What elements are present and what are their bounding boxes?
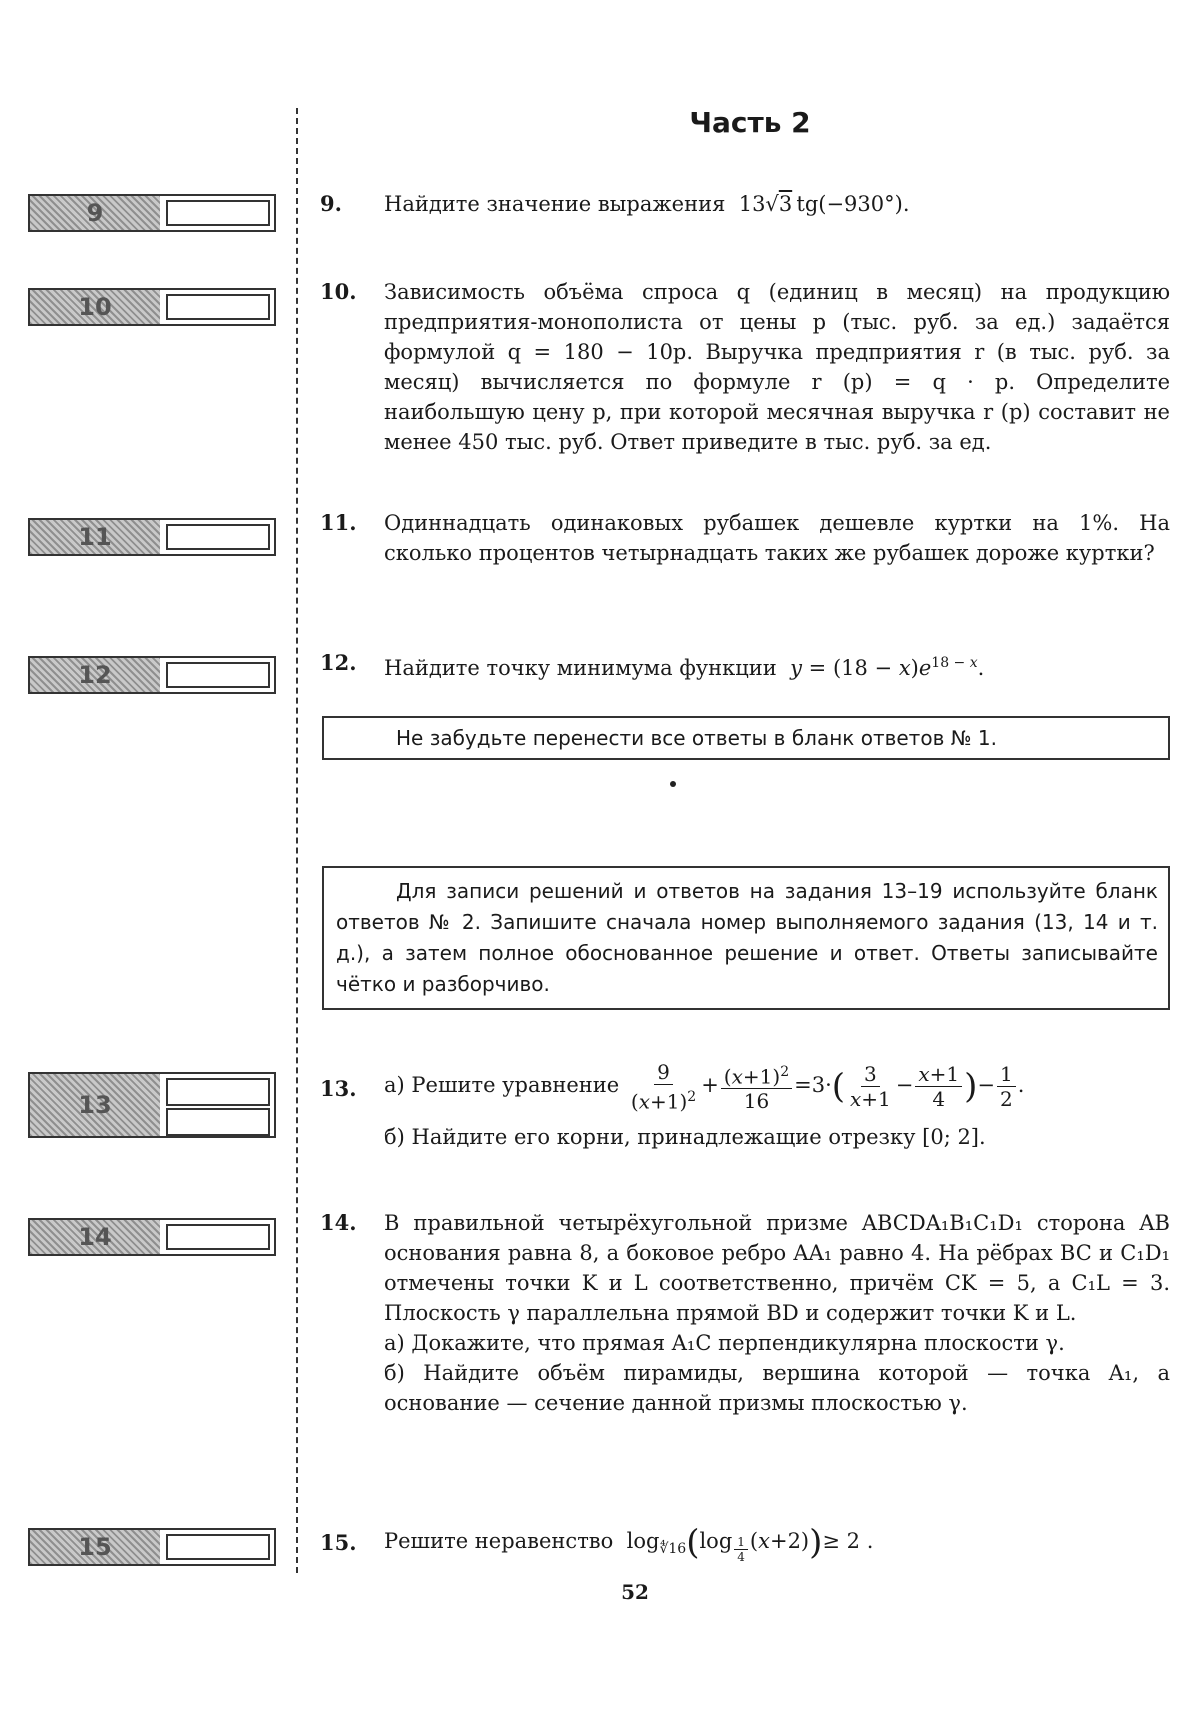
task-12-function: $y = (18 - x)e^{18 - x}$.: [790, 655, 985, 680]
answer-field[interactable]: [166, 662, 270, 688]
task-13-a-text: а) Решите уравнение: [384, 1073, 620, 1097]
task-13: [320, 1050, 1170, 1152]
answer-box-14: [28, 1218, 276, 1256]
answer-field-b[interactable]: [166, 1108, 270, 1136]
answer-box-label: 15: [30, 1530, 160, 1564]
page-title: Часть 2: [689, 106, 811, 139]
answer-box-12: [28, 656, 276, 694]
task-9: [320, 189, 1170, 219]
task-text: Решите неравенство: [384, 1529, 614, 1553]
task-10: [320, 277, 1170, 457]
task-9-expression: 13√3 tg(−930°).: [732, 192, 910, 216]
task-14-b-text: б) Найдите объём пирамиды, вершина которой — точка A₁, а основание — сечение данной призмы плоскостью γ.: [384, 1361, 1170, 1415]
answer-box-9: [28, 194, 276, 232]
task-text: Одиннадцать одинаковых рубашек дешевле куртки на 1%. На сколько процентов четырнадцать таких же рубашек дороже куртки?: [384, 511, 1170, 565]
answer-field[interactable]: [166, 1534, 270, 1560]
answer-box-10: [28, 288, 276, 326]
instructions-text: Для записи решений и ответов на задания 13–19 используйте бланк ответов № 2. Запишите сначала номер выполняемого задания (13, 14 и т. д.), а затем полное обоснованное решение и ответ. Ответы записывайте чётко и разборчиво.: [336, 879, 1158, 996]
task-number: 13.: [320, 1076, 357, 1101]
task-14-condition: В правильной четырёхугольной призме ABCDA₁B₁C₁D₁ сторона AB основания равна 8, а боковое ребро AA₁ равно 4. На рёбрах BC и C₁D₁ отмечены точки K и L соответственно, причём CK = 5, а C₁L = 3. Плоскость γ параллельна прямой BD и содержит точки K и L.: [384, 1211, 1170, 1325]
task-14-a-text: а) Докажите, что прямая A₁C перпендикулярна плоскости γ.: [384, 1331, 1065, 1355]
answer-box-11: [28, 518, 276, 556]
task-12: [320, 648, 1170, 683]
task-number: 9.: [320, 191, 342, 216]
task-14: [320, 1208, 1170, 1418]
answer-field[interactable]: [166, 524, 270, 550]
answer-field-a[interactable]: [166, 1078, 270, 1106]
answer-box-label: 10: [30, 290, 160, 324]
answer-box-label: 13: [30, 1074, 160, 1136]
task-text: Найдите значение выражения: [384, 192, 726, 216]
task-15-inequality: $\log_{∜16}(\log$ $_{\frac{1}{4}}$ (x+2))≥ 2 .: [619, 1522, 874, 1564]
instructions-box: [322, 866, 1170, 1010]
answer-box-label: 11: [30, 520, 160, 554]
answer-field[interactable]: [166, 294, 270, 320]
task-number: 12.: [320, 650, 357, 675]
task-15: [320, 1506, 1170, 1584]
answer-field[interactable]: [166, 200, 270, 226]
task-13-b-text: б) Найдите его корни, принадлежащие отрезку [0; 2].: [384, 1124, 986, 1149]
answer-field[interactable]: [166, 1224, 270, 1250]
cut-line: [296, 108, 298, 1573]
answer-box-label: 14: [30, 1220, 160, 1254]
page-number: 52: [621, 1580, 649, 1604]
task-number: 11.: [320, 510, 357, 535]
task-number: 15.: [320, 1530, 357, 1555]
task-text: Зависимость объёма спроса q (единиц в месяц) на продукцию предприятия-монополиста от цены p (тыс. руб. за ед.) задаётся формулой q = 180 − 10p. Выручка предприятия r (в тыс. руб. за месяц) вычисляется по формуле r (p) = q · p. Определите наибольшую цену p, при которой месячная выручка r (p) составит не менее 450 тыс. руб. Ответ приведите в тыс. руб. за ед.: [384, 280, 1170, 454]
answer-box-label: 9: [30, 196, 160, 230]
task-number: 14.: [320, 1210, 357, 1235]
answer-box-label: 12: [30, 658, 160, 692]
answer-box-15: [28, 1528, 276, 1566]
task-11: [320, 508, 1170, 568]
bullet-dot: [670, 781, 676, 787]
transfer-reminder: Не забудьте перенести все ответы в бланк ответов № 1.: [322, 716, 1170, 760]
task-text: Найдите точку минимума функции: [384, 656, 777, 680]
task-number: 10.: [320, 279, 357, 304]
answer-box-13: [28, 1072, 276, 1138]
task-13-equation: $\frac{9}{(x+1)^2}$ + $\frac{(x+1)^2}{16}$ =3·( $\frac{3}{x+1}$ − $\frac{x+1}{4}$ )− $\frac{1}{2}$ .: [630, 1059, 1025, 1114]
